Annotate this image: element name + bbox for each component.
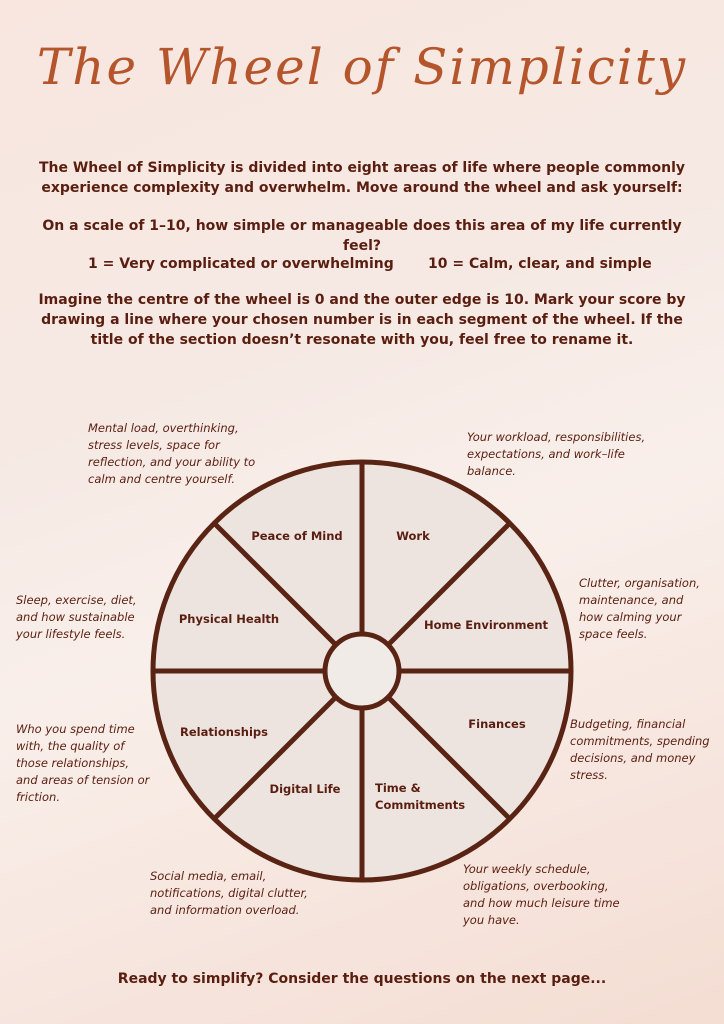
footer-text: Ready to simplify? Consider the questions on the next page... [117,971,607,987]
scale-high-label: 10 = Calm, clear, and simple [428,256,652,272]
desc-time-commitments: Your weekly schedule, obligations, overbooking, and how much leisure time you have. [463,862,620,927]
desc-finances: Budgeting, financial commitments, spending decisions, and money stress. [570,717,710,782]
desc-physical-health: Sleep, exercise, diet, and how sustainable your lifestyle feels. [16,593,137,641]
desc-relationships: Who you spend time with, the quality of those relationships, and areas of tension or friction. [16,722,150,804]
segment-label-physical-health[interactable]: Physical Health [178,612,280,626]
scale-low-label: 1 = Very complicated or overwhelming [88,256,394,272]
page-title: The Wheel of Simplicity [36,38,688,96]
segment-label-peace-of-mind[interactable]: Peace of Mind [251,529,343,543]
desc-work: Your workload, responsibilities, expectations, and work–life balance. [467,430,646,478]
segment-label-home-environment[interactable]: Home Environment [423,618,549,632]
intro-text: The Wheel of Simplicity is divided into eight areas of life where people commonly experience complexity and overwhelm. Move around the wheel and ask yourself: [38,160,686,196]
desc-home-environment: Clutter, organisation, maintenance, and how calming your space feels. [579,576,700,641]
segment-label-work[interactable]: Work [396,529,430,543]
desc-digital-life: Social media, email, notifications, digital clutter, and information overload. [150,869,308,917]
wheel-center-circle [325,634,399,708]
segment-label-digital-life[interactable]: Digital Life [269,782,341,796]
question-text: On a scale of 1–10, how simple or manageable does this area of my life currently feel? [42,218,682,254]
segment-label-finances[interactable]: Finances [468,717,526,731]
segment-label-time-commitments[interactable]: Time & Commitments [375,781,466,812]
desc-peace-of-mind: Mental load, overthinking, stress levels, space for reflection, and your ability to calm and centre yourself. [88,421,256,486]
segment-label-relationships[interactable]: Relationships [180,725,268,739]
instructions-text: Imagine the centre of the wheel is 0 and the outer edge is 10. Mark your score by drawing a line where your chosen number is in each segment of the wheel. If the title of the section doesn’t resonate with you, feel free to rename it. [38,292,686,348]
